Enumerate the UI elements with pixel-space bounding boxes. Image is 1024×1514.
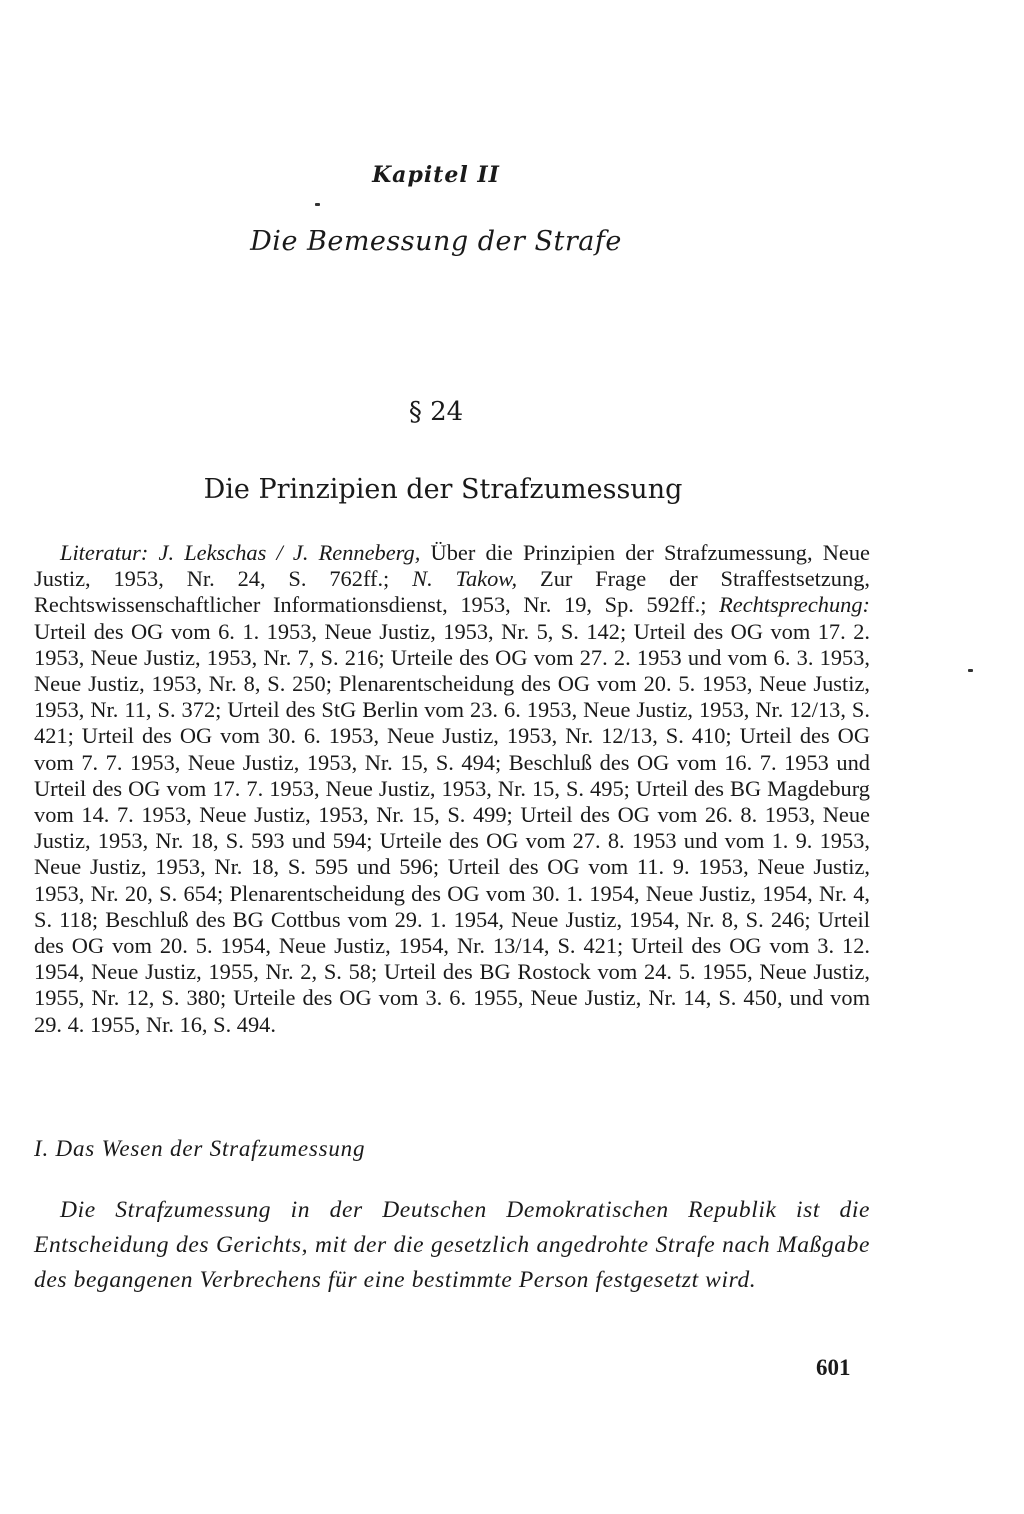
print-speck [315, 203, 320, 206]
literature-author-2: N. Takow, [412, 566, 518, 592]
literature-text-2: Zur Frage der Straffestsetzung, Rechtswissenschaftlicher Informationsdienst, 1953, Nr. 19, Sp. 592ff.; [34, 566, 870, 618]
section-title: Die Prinzipien der Strafzumessung [203, 474, 683, 505]
page-number: 601 [816, 1355, 851, 1380]
subsection-heading: I. Das Wesen der Strafzumessung [34, 1136, 366, 1161]
case-law-list: Urteil des OG vom 6. 1. 1953, Neue Justiz, 1953, Nr. 5, S. 142; Urteil des OG vom 17. 2. 1953, Neue Justiz, 1953, Nr. 7, S. 216; Urteile des OG vom 27. 2. 1953 und vom 6. 3. 1953, Neue Justiz, 1953, Nr. 8, S. 250; Plenarentscheidung des OG vom 20. 5. 1953, Neue Justiz, 1953, Nr. 11, S. 372; Urteil des StG Berlin vom 23. 6. 1953, Neue Justiz, 1953, Nr. 12/13, S. 421; Urteil des OG vom 30. 6. 1953, Neue Justiz, 1953, Nr. 12/13, S. 410; Urteil des OG vom 7. 7. 1953, Neue Justiz, 1953, Nr. 15, S. 494; Beschluß des OG vom 16. 7. 1953 und Urteil des OG vom 17. 7. 1953, Neue Justiz, 1953, Nr. 15, S. 495; Urteil des BG Magdeburg vom 14. 7. 1953, Neue Justiz, 1953, Nr. 15, S. 499; Urteil des OG vom 26. 8. 1953, Neue Justiz, 1953, Nr. 18, S. 593 und 594; Urteile des OG vom 27. 8. 1953 und vom 1. 9. 1953, Neue Justiz, 1953, Nr. 18, S. 595 und 596; Urteil des OG vom 11. 9. 1953, Neue Justiz, 1953, Nr. 20, S. 654; Plenarentscheidung des OG vom 30. 1. 1954, Neue Justiz, 1954, Nr. 4, S. 118; Beschluß des BG Cottbus vom 29. 1. 1954, Neue Justiz, 1954, Nr. 8, S. 246; Urteil des OG vom 20. 5. 1954, Neue Justiz, 1954, Nr. 13/14, S. 421; Urteil des OG vom 3. 12. 1954, Neue Justiz, 1955, Nr. 2, S. 58; Urteil des BG Rostock vom 24. 5. 1955, Neue Justiz, 1955, Nr. 12, S. 380; Urteile des OG vom 3. 6. 1955, Neue Justiz, Nr. 14, S. 450, und vom 29. 4. 1955, Nr. 16, S. 494. [34, 618, 870, 1037]
rechtsprechung-label: Rechtsprechung: [719, 592, 870, 618]
literature-author-1: J. Lekschas / J. Renneberg, [158, 540, 421, 565]
definition-paragraph: Die Strafzumessung in der Deutschen Demokratischen Republik ist die Entscheidung des Gerichts, mit der die gesetzlich angedrohte Strafe nach Maßgabe des begangenen Verbrechens für eine bestimmte Person festgesetzt wird. [34, 1197, 870, 1293]
chapter-title: Die Bemessung der Strafe [250, 226, 622, 257]
literature-label: Literatur: [60, 540, 149, 565]
literature-text-1: Über die Prinzipien der Strafzumessung, Neue Justiz, 1953, Nr. 24, S. 762ff.; [34, 540, 870, 592]
literature-references [34, 540, 870, 1038]
section-number: § 24 [408, 397, 464, 427]
print-speck [968, 669, 973, 672]
chapter-label: Kapitel II [372, 162, 500, 188]
